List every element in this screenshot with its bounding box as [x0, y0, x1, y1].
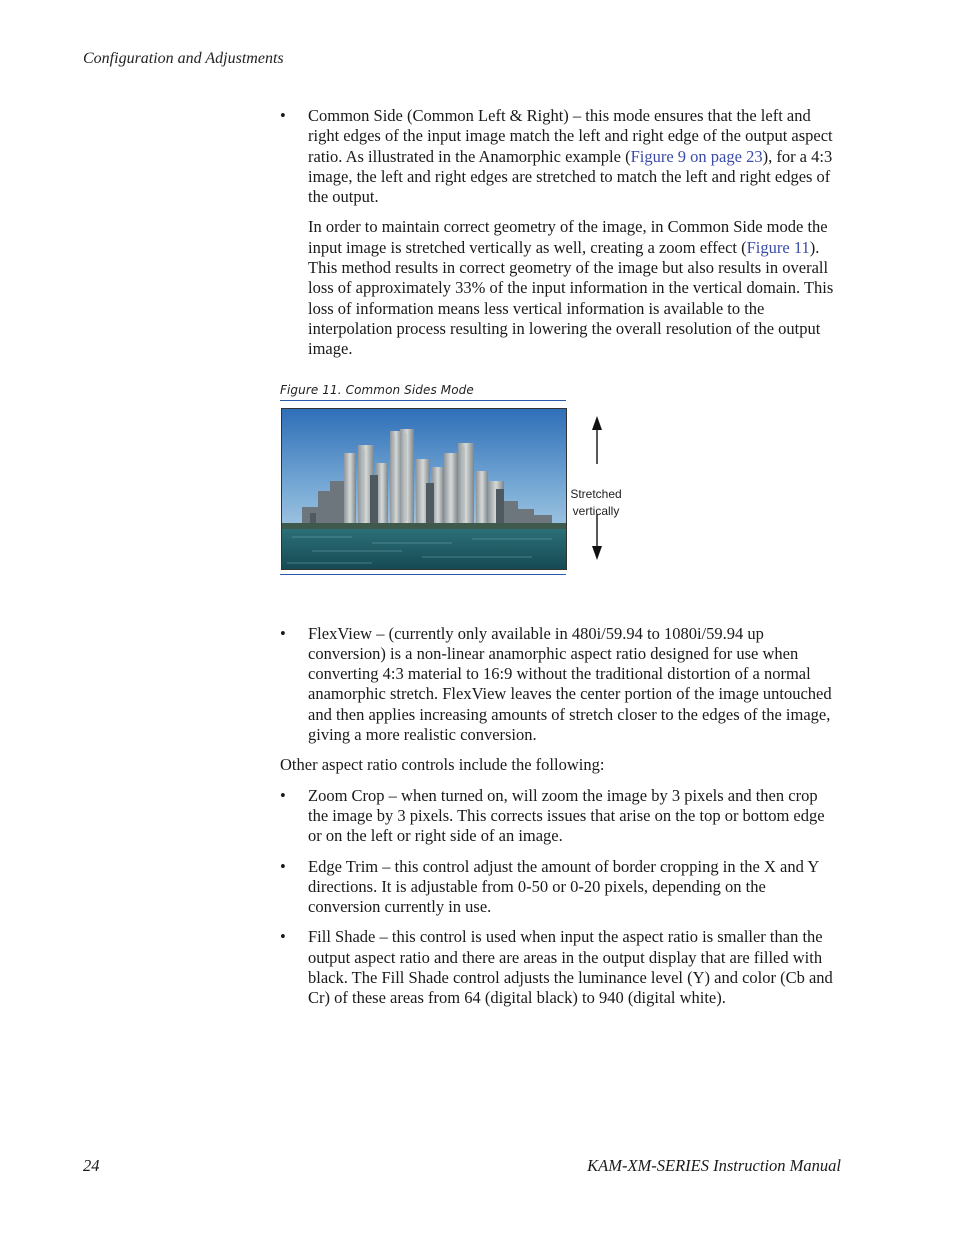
zoom-crop-paragraph: Zoom Crop – when turned on, will zoom the image by 3 pixels and then crop the image by 3 pixels. This corrects issues that arise on the top or bottom edge or on the left or right side of an image. [308, 785, 825, 846]
flexview-paragraph: FlexView – (currently only available in 480i/59.94 to 1080i/59.94 up conversion) is a non-linear anamorphic aspect ratio designed for use when converting 4:3 material to 16:9 without the traditional distortion of a normal anamorphic stretch. FlexView leaves the center portion of the image untouched and then applies increasing amounts of stretch closer to the edges of the image, giving a more realistic conversion. [308, 623, 832, 745]
text-span: Common Side (Common Left & Right) – this mode ensures that the left and right edges of the input image match the left and right edge of the output aspect ratio. As illustrated in the Anamorphic example ( [308, 106, 833, 166]
edge-trim-paragraph: Edge Trim – this control adjust the amount of border cropping in the X and Y directions. It is adjustable from 0-50 or 0-20 pixels, depending on the conversion currently in use. [308, 856, 819, 917]
text-span: ), for a 4:3 image, the left and right edges are stretched to match the left and right edges of the output. [308, 146, 833, 207]
bullet-marker: • [280, 623, 286, 643]
list-item-common-side [280, 106, 840, 360]
figure-top-rule [280, 400, 566, 401]
manual-title: KAM-XM-SERIES Instruction Manual [587, 1156, 841, 1175]
list-item-zoom-crop [280, 786, 840, 847]
list-item-edge-trim [280, 857, 840, 918]
stretch-label-line2: vertically [572, 503, 620, 518]
main-content [280, 106, 840, 1019]
bullet-marker: • [280, 106, 286, 125]
list-item-flexview [280, 624, 840, 746]
figure-11 [280, 380, 840, 606]
running-head: Configuration and Adjustments [83, 50, 284, 67]
bullet-marker: • [280, 927, 286, 947]
other-controls-intro: Other aspect ratio controls include the following: [280, 755, 605, 775]
bullet-marker: • [280, 856, 286, 876]
list-item-fill-shade [280, 927, 840, 1008]
skyline-image [281, 408, 567, 570]
common-side-paragraph [308, 106, 840, 207]
text-span: In order to maintain correct geometry of the image, in Common Side mode the input image is stretched vertically as well, creating a zoom effect ( [308, 217, 828, 257]
skyline-illustration [282, 409, 566, 569]
stretch-label-line1: Stretched [570, 486, 622, 501]
page-number: 24 [83, 1156, 100, 1175]
stretch-label [566, 486, 626, 520]
figure-caption: Figure 11. Common Sides Mode [280, 382, 474, 397]
text-span: ). This method results in correct geometry of the image but also results in overall loss of approximately 33% of the input information in the vertical domain. This loss of information means less vertical information is available to the interpolation process resulting in lowering the overall resolution of the output image. [308, 237, 834, 359]
figure-11-link[interactable]: Figure 11 [746, 237, 810, 257]
figure-bottom-rule [280, 574, 566, 575]
stretch-indicator [566, 416, 626, 562]
geometry-paragraph [308, 217, 840, 359]
fill-shade-paragraph: Fill Shade – this control is used when input the aspect ratio is smaller than the output aspect ratio and there are areas in the output display that are filled with black. The Fill Shade control adjusts the luminance level (Y) and color (Cb and Cr) of these areas from 64 (digital black) to 940 (digital white). [308, 927, 833, 1008]
bullet-marker: • [280, 785, 286, 805]
figure-9-link[interactable]: Figure 9 on page 23 [630, 146, 763, 166]
